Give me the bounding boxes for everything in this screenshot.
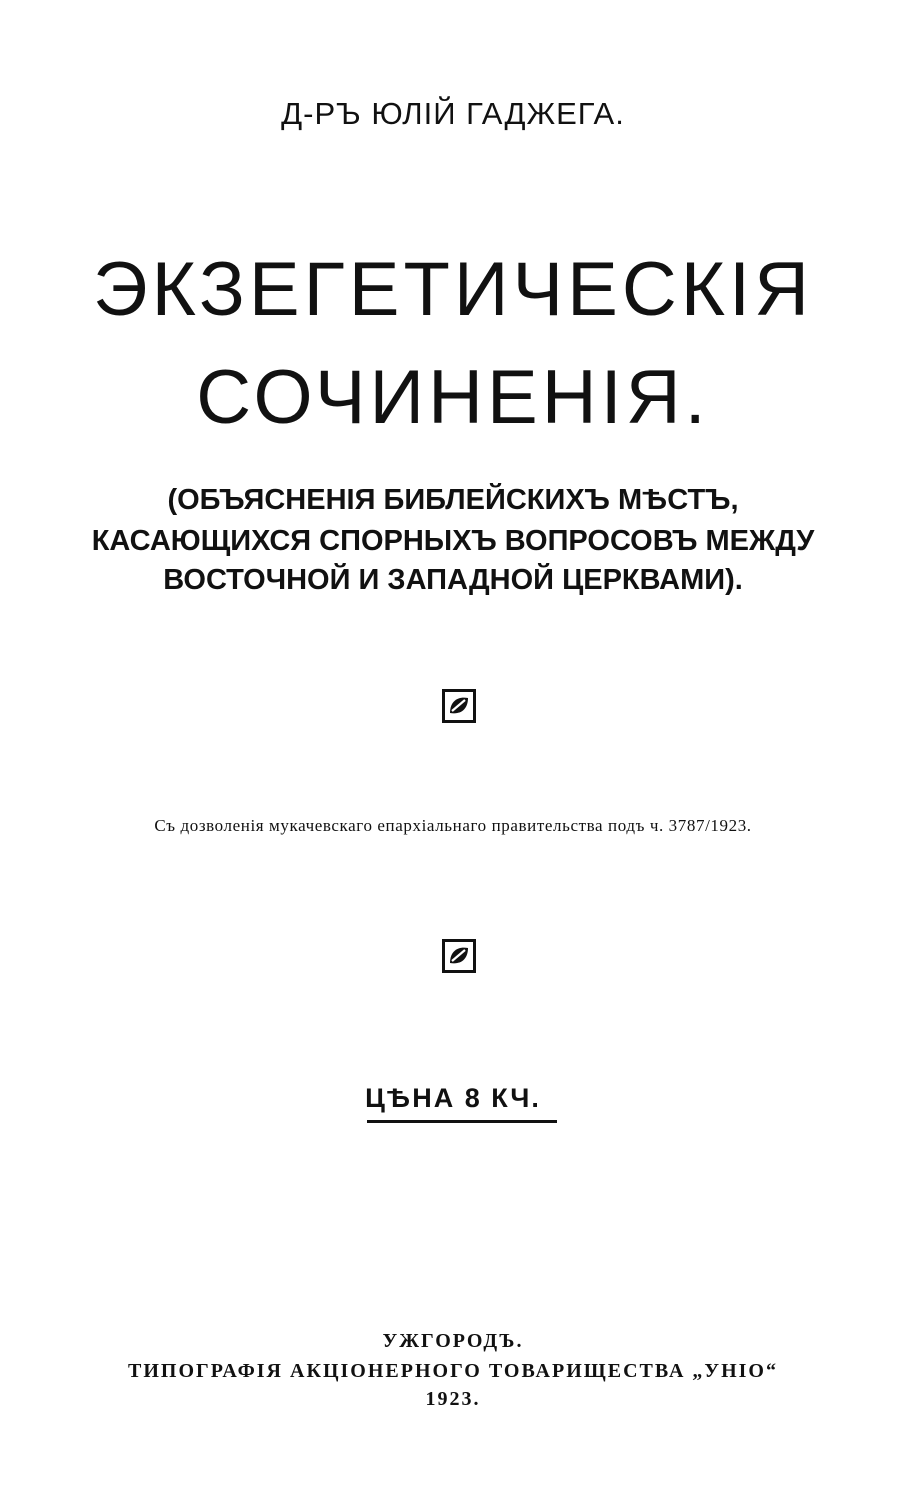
price-underline [367, 1120, 557, 1123]
subtitle-line-2: КАСАЮЩИХСЯ СПОРНЫХЪ ВОПРОСОВЪ МЕЖДУ [91, 525, 815, 557]
imprint-city: УЖГОРОДЪ. [382, 1330, 524, 1352]
imprint-year: 1923. [425, 1388, 481, 1410]
author-name: Д-РЪ ЮЛІЙ ГАДЖЕГА. [281, 96, 625, 131]
leaf-ornament-icon [442, 939, 476, 973]
book-title-line-2: СОЧИНЕНІЯ. [196, 355, 710, 440]
leaf-ornament-icon [442, 689, 476, 723]
imprint-printer: ТИПОГРАФІЯ АКЦІОНЕРНОГО ТОВАРИЩЕСТВА „УНІО“ [128, 1360, 778, 1382]
subtitle-line-3: ВОСТОЧНОЙ И ЗАПАДНОЙ ЦЕРКВАМИ). [163, 564, 743, 596]
price-label: ЦѢНА 8 КЧ. [365, 1083, 541, 1113]
book-title-line-1: ЭКЗЕГЕТИЧЕСКІЯ [92, 247, 814, 332]
subtitle-line-1: (ОБЪЯСНЕНІЯ БИБЛЕЙСКИХЪ МѢСТЪ, [167, 484, 739, 516]
church-permission-note: Съ дозволенія мукачевскаго епархіальнаго правительства подъ ч. 3787/1923. [154, 816, 752, 835]
